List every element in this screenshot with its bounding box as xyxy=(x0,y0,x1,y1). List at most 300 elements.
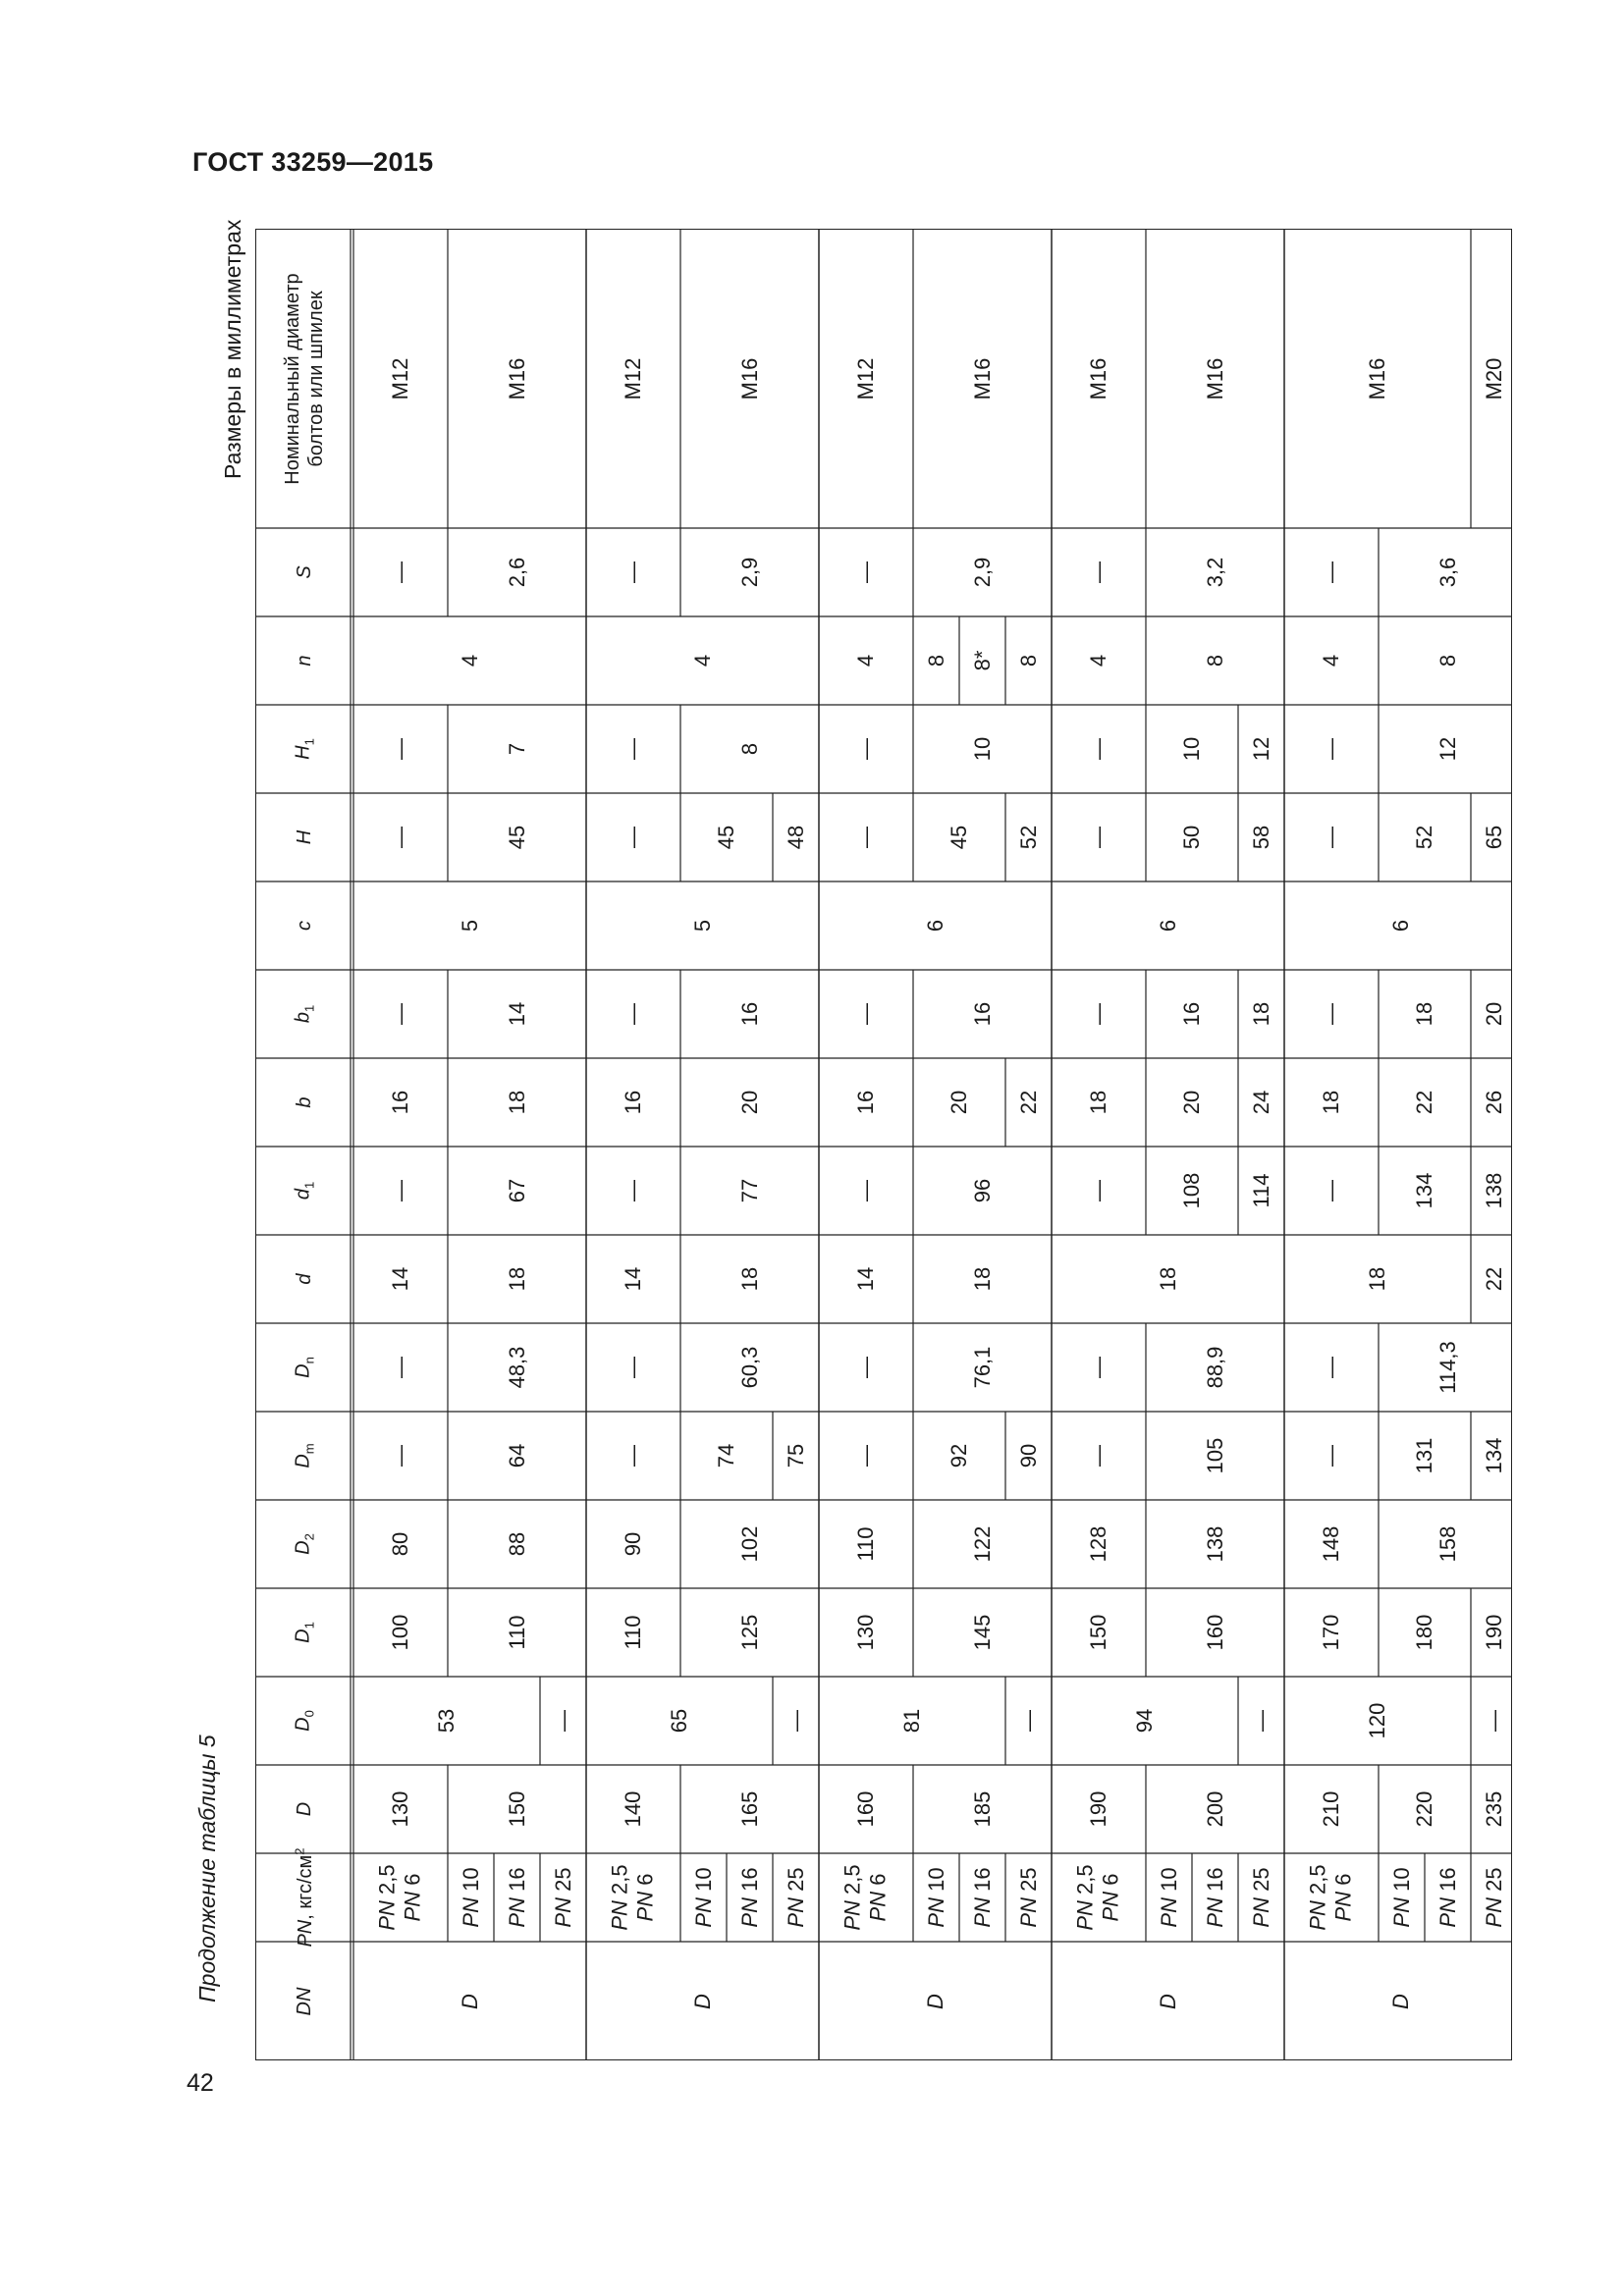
cell-value: 22 xyxy=(1481,1266,1506,1292)
cell-text xyxy=(853,357,879,400)
cell-text xyxy=(736,1091,762,1114)
cell-D xyxy=(586,1765,680,1853)
cell-value: 20 xyxy=(946,1090,971,1115)
cell-value: 90 xyxy=(620,1531,645,1557)
cell-value: PN 25 xyxy=(1481,1867,1506,1928)
header-label: $D_2$ xyxy=(292,1533,317,1555)
cell-value: 165 xyxy=(736,1790,762,1828)
cell-value: PN 16 xyxy=(736,1867,762,1928)
cell-pn xyxy=(773,1853,819,1942)
cell-value: 60,3 xyxy=(736,1346,762,1389)
cell-value: 180 xyxy=(1411,1614,1436,1651)
cell-text xyxy=(504,1267,529,1291)
header-d xyxy=(255,1235,353,1323)
cell-text xyxy=(1155,1267,1180,1291)
cell-text xyxy=(293,655,316,666)
cell-text xyxy=(736,1615,762,1651)
cell-b1 xyxy=(680,970,819,1058)
cell-text xyxy=(293,1096,316,1107)
cell-text xyxy=(292,1182,318,1200)
cell-text xyxy=(1319,1445,1344,1467)
cell-text xyxy=(689,655,715,667)
cell-value: PN 2,5 PN 6 xyxy=(374,1864,425,1931)
cell-value: 140 xyxy=(620,1790,645,1828)
cell-H xyxy=(1471,793,1517,881)
cell-text xyxy=(388,1615,413,1651)
cell-H xyxy=(1052,793,1146,881)
cell-value: — xyxy=(852,1357,878,1378)
cell-D0 xyxy=(1471,1677,1517,1765)
cell-value: — xyxy=(387,827,412,848)
cell-d1 xyxy=(819,1147,913,1235)
cell-H xyxy=(1284,793,1379,881)
cell-text xyxy=(504,826,529,849)
cell-pn xyxy=(913,1853,959,1942)
cell-text xyxy=(1412,1002,1437,1026)
cell-text xyxy=(621,827,646,848)
cell-text xyxy=(621,1003,646,1025)
cell-text xyxy=(969,357,995,400)
cell-value: 45 xyxy=(713,825,738,850)
cell-text xyxy=(504,357,529,400)
cell-b1 xyxy=(913,970,1052,1058)
cell-value: 18 xyxy=(969,1266,995,1292)
cell-H1 xyxy=(819,705,913,793)
cell-text xyxy=(783,1710,808,1732)
cell-bolt xyxy=(913,229,1052,528)
cell-text xyxy=(1015,1867,1041,1927)
cell-D0 xyxy=(1238,1677,1284,1765)
cell-value: — xyxy=(1318,561,1343,583)
cell-value: — xyxy=(387,738,412,760)
cell-text xyxy=(1086,738,1111,760)
cell-value: 20 xyxy=(1481,1001,1506,1027)
cell-b xyxy=(913,1058,1005,1147)
header-label: $D_m$ xyxy=(292,1443,317,1468)
cell-D0 xyxy=(773,1677,819,1765)
cell-text xyxy=(969,1526,995,1563)
cell-Dn xyxy=(353,1323,448,1412)
cell-text xyxy=(1435,737,1460,761)
cell-value: — xyxy=(852,1003,878,1025)
cell-D xyxy=(353,1765,448,1853)
cell-text xyxy=(1306,1864,1358,1930)
header-label: c xyxy=(294,921,315,931)
cell-value: 145 xyxy=(969,1614,995,1651)
cell-text xyxy=(292,1443,318,1468)
cell-text xyxy=(1319,1791,1344,1828)
cell-H xyxy=(586,793,680,881)
cell-text xyxy=(969,1179,995,1202)
cell-text xyxy=(736,1267,762,1291)
cell-value: 2,9 xyxy=(969,557,995,588)
cell-value: 18 xyxy=(1364,1266,1389,1292)
header-label: Номинальный диаметр болтов или шпилек xyxy=(282,272,327,485)
cell-value: 12 xyxy=(1248,736,1273,762)
cell-value: 22 xyxy=(1411,1090,1436,1115)
cell-d1 xyxy=(1238,1147,1284,1235)
cell-c xyxy=(586,881,819,970)
cell-c xyxy=(353,881,586,970)
cell-value: 8 xyxy=(1435,654,1460,667)
cell-value: 64 xyxy=(504,1443,529,1468)
cell-text xyxy=(853,1526,879,1561)
cell-value: 130 xyxy=(387,1790,412,1828)
cell-value: 10 xyxy=(969,736,995,762)
cell-value: 3,6 xyxy=(1435,557,1460,588)
cell-D0 xyxy=(353,1677,540,1765)
cell-text xyxy=(434,1709,460,1733)
cell-text xyxy=(853,1180,879,1201)
cell-text xyxy=(1086,1526,1111,1563)
header-label: $H_1$ xyxy=(292,738,317,760)
cell-d xyxy=(680,1235,819,1323)
cell-Dn xyxy=(819,1323,913,1412)
cell-text xyxy=(504,1002,529,1026)
cell-D2 xyxy=(1146,1500,1284,1588)
cell-text xyxy=(853,561,879,583)
cell-d1 xyxy=(1379,1147,1471,1235)
cell-value: 6 xyxy=(1155,919,1180,933)
cell-Dn xyxy=(680,1323,819,1412)
cell-value: — xyxy=(620,827,645,848)
cell-D2 xyxy=(448,1500,586,1588)
cell-text xyxy=(1435,655,1460,667)
cell-value: 131 xyxy=(1411,1437,1436,1474)
cell-value: — xyxy=(620,738,645,760)
cell-D xyxy=(1379,1765,1471,1853)
cell-text xyxy=(1086,1091,1111,1114)
cell-b xyxy=(448,1058,586,1147)
cell-text xyxy=(621,1615,646,1649)
cell-S xyxy=(448,528,586,616)
cell-value: — xyxy=(620,1003,645,1025)
cell-value: PN 16 xyxy=(1202,1867,1227,1928)
header-label: H xyxy=(294,829,315,845)
cell-H1 xyxy=(586,705,680,793)
cell-text xyxy=(1086,1445,1111,1467)
cell-value: — xyxy=(1318,1003,1343,1025)
cell-value: 114 xyxy=(1248,1173,1273,1208)
cell-value: PN 10 xyxy=(1156,1867,1181,1928)
cell-D1 xyxy=(819,1588,913,1677)
cell-Dm xyxy=(1146,1412,1284,1500)
cell-S xyxy=(586,528,680,616)
cell-value: 88,9 xyxy=(1202,1346,1227,1389)
cell-b1 xyxy=(1471,970,1517,1058)
cell-value: 235 xyxy=(1481,1790,1506,1828)
cell-value: 94 xyxy=(1131,1708,1157,1734)
dn-value: D xyxy=(457,1993,482,2009)
cell-value: — xyxy=(620,1357,645,1378)
cell-text xyxy=(1086,1615,1111,1651)
cell-pn xyxy=(1052,1853,1146,1942)
cell-value: M20 xyxy=(1481,357,1506,400)
cell-bolt xyxy=(680,229,819,528)
cell-text xyxy=(1319,561,1344,583)
cell-text xyxy=(1086,1003,1111,1025)
cell-D xyxy=(1471,1765,1517,1853)
cell-H xyxy=(773,793,819,881)
cell-Dm xyxy=(773,1412,819,1500)
cell-value: — xyxy=(387,1003,412,1025)
cell-text xyxy=(293,830,316,844)
header-label: PN, кгс/$см^2$ xyxy=(292,1847,316,1948)
cell-text xyxy=(969,1267,995,1291)
header-Dn xyxy=(255,1323,353,1412)
cell-text xyxy=(922,920,947,932)
cell-n xyxy=(959,616,1005,705)
cell-value: — xyxy=(1481,1710,1506,1732)
cell-value: 190 xyxy=(1481,1614,1506,1651)
cell-text xyxy=(1248,1867,1273,1927)
cell-text xyxy=(853,1791,879,1828)
cell-value: — xyxy=(1085,1003,1110,1025)
cell-b xyxy=(1052,1058,1146,1147)
cell-value: M12 xyxy=(387,357,412,400)
cell-text xyxy=(1481,1791,1506,1828)
cell-D1 xyxy=(586,1588,680,1677)
cell-text xyxy=(504,1867,529,1927)
cell-text xyxy=(667,1709,692,1733)
cell-H1 xyxy=(448,705,586,793)
cell-value: — xyxy=(1085,738,1110,760)
cell-value: — xyxy=(1318,738,1343,760)
cell-D xyxy=(819,1765,913,1853)
cell-value: 134 xyxy=(1411,1172,1436,1209)
cell-value: 2,6 xyxy=(504,557,529,588)
cell-pn xyxy=(1192,1853,1238,1942)
cell-text xyxy=(853,827,879,848)
header-H1 xyxy=(255,705,353,793)
cell-value: PN 25 xyxy=(1015,1867,1041,1928)
cell-text xyxy=(1179,826,1205,849)
cell-b xyxy=(1379,1058,1471,1147)
cell-text xyxy=(621,1357,646,1378)
cell-value: 18 xyxy=(1411,1001,1436,1027)
cell-n xyxy=(353,616,586,705)
cell-d xyxy=(1284,1235,1471,1323)
cell-value: 210 xyxy=(1318,1790,1343,1828)
cell-value: M16 xyxy=(1364,357,1389,400)
cell-text xyxy=(736,558,762,588)
cell-c xyxy=(1052,881,1284,970)
cell-Dn xyxy=(1146,1323,1284,1412)
cell-value: 76,1 xyxy=(969,1346,995,1389)
cell-bolt xyxy=(353,229,448,528)
cell-value: PN 2,5 PN 6 xyxy=(1072,1864,1123,1931)
cell-H1 xyxy=(913,705,1052,793)
cell-b xyxy=(1005,1058,1052,1147)
cell-value: — xyxy=(852,827,878,848)
cell-value: 48,3 xyxy=(504,1346,529,1389)
cell-d xyxy=(586,1235,680,1323)
cell-value: M16 xyxy=(1085,357,1110,400)
cell-text xyxy=(504,1179,529,1202)
cell-text xyxy=(969,1791,995,1828)
header-label: d xyxy=(294,1273,315,1285)
cell-text xyxy=(1202,655,1227,667)
cell-b xyxy=(1471,1058,1517,1147)
cell-text xyxy=(550,1867,575,1927)
header-d1 xyxy=(255,1147,353,1235)
cell-value: — xyxy=(1318,1445,1343,1467)
cell-text xyxy=(621,1091,646,1114)
cell-D2 xyxy=(1052,1500,1146,1588)
cell-text xyxy=(1015,1444,1041,1468)
cell-text xyxy=(853,1357,879,1378)
cell-value: 14 xyxy=(620,1266,645,1292)
cell-value: PN 2,5 PN 6 xyxy=(607,1864,658,1931)
cell-b1 xyxy=(353,970,448,1058)
cell-text xyxy=(621,1180,646,1201)
cell-value: PN 16 xyxy=(969,1867,995,1928)
cell-value: 24 xyxy=(1248,1090,1273,1115)
cell-text xyxy=(714,1444,739,1468)
cell-text xyxy=(292,1622,318,1643)
cell-value: 8 xyxy=(736,742,762,756)
cell-value: 100 xyxy=(387,1614,412,1651)
cell-H xyxy=(1238,793,1284,881)
header-c xyxy=(255,881,353,970)
cell-text xyxy=(1179,1173,1205,1209)
cell-text xyxy=(1388,1867,1414,1927)
cell-text xyxy=(292,1533,318,1555)
cell-text xyxy=(504,1615,529,1649)
cell-text xyxy=(621,561,646,583)
cell-Dn xyxy=(448,1323,586,1412)
cell-text xyxy=(293,1987,316,2015)
cell-text xyxy=(1155,1994,1180,2009)
cell-text xyxy=(689,920,715,932)
cell-value: 4 xyxy=(457,654,482,667)
cell-value: 138 xyxy=(1481,1172,1506,1209)
cell-value: — xyxy=(1085,1180,1110,1201)
cell-Dm xyxy=(1379,1412,1471,1500)
cell-value: 16 xyxy=(852,1090,878,1115)
cell-d1 xyxy=(680,1147,819,1235)
cell-b1 xyxy=(1146,970,1238,1058)
cell-value: — xyxy=(1085,827,1110,848)
cell-text xyxy=(621,1267,646,1291)
cell-text xyxy=(457,920,482,932)
cell-d xyxy=(1052,1235,1284,1323)
page-number: 42 xyxy=(187,2069,214,2097)
cell-Dm xyxy=(448,1412,586,1500)
cell-text xyxy=(1412,1173,1437,1209)
header-b xyxy=(255,1058,353,1147)
cell-text xyxy=(504,1791,529,1828)
cell-text xyxy=(853,1091,879,1114)
cell-value: — xyxy=(852,561,878,583)
cell-text xyxy=(853,1267,879,1291)
cell-Dm xyxy=(1471,1412,1517,1500)
cell-text xyxy=(1387,1994,1413,2009)
cell-D2 xyxy=(1284,1500,1379,1588)
cell-value: 67 xyxy=(504,1178,529,1203)
cell-value: 4 xyxy=(852,654,878,667)
header-D0 xyxy=(255,1677,353,1765)
cell-value: 92 xyxy=(946,1443,971,1468)
cell-text xyxy=(969,1347,995,1389)
cell-D2 xyxy=(680,1500,819,1588)
cell-value: PN 2,5 PN 6 xyxy=(1305,1864,1356,1931)
cell-value: 20 xyxy=(736,1090,762,1115)
cell-text xyxy=(969,1867,995,1927)
cell-value: 8* xyxy=(969,650,995,671)
cell-value: 53 xyxy=(433,1708,459,1734)
cell-value: M16 xyxy=(736,357,762,400)
cell-pn xyxy=(819,1853,913,1942)
cell-value: 16 xyxy=(620,1090,645,1115)
header-D1 xyxy=(255,1588,353,1677)
cell-H xyxy=(1379,793,1471,881)
cell-text xyxy=(1412,1791,1437,1828)
cell-text xyxy=(1412,1615,1437,1651)
cell-text xyxy=(388,1532,413,1556)
cell-value: 150 xyxy=(1085,1614,1110,1651)
cell-b xyxy=(353,1058,448,1147)
cell-value: 22 xyxy=(1015,1090,1041,1115)
cell-bolt xyxy=(819,229,913,528)
cell-text xyxy=(1155,920,1180,932)
cell-value: 52 xyxy=(1411,825,1436,850)
header-bolt xyxy=(255,229,353,528)
cell-text xyxy=(736,1179,762,1202)
cell-D2 xyxy=(819,1500,913,1588)
cell-text xyxy=(621,1532,646,1556)
cell-Dm xyxy=(1284,1412,1379,1500)
cell-value: 114,3 xyxy=(1435,1341,1460,1394)
cell-S xyxy=(913,528,1052,616)
cell-value: 65 xyxy=(1481,825,1506,850)
cell-text xyxy=(457,655,482,667)
cell-value: M12 xyxy=(620,357,645,400)
cell-text xyxy=(1319,1003,1344,1025)
cell-dn xyxy=(819,1942,1052,2060)
cell-text xyxy=(969,737,995,761)
cell-text xyxy=(1156,1867,1181,1927)
cell-bolt xyxy=(1052,229,1146,528)
cell-D2 xyxy=(586,1500,680,1588)
cell-D xyxy=(1284,1765,1379,1853)
cell-value: 18 xyxy=(504,1090,529,1115)
cell-pn xyxy=(727,1853,773,1942)
cell-value: PN 25 xyxy=(1248,1867,1273,1928)
cell-d1 xyxy=(1284,1147,1379,1235)
cell-text xyxy=(1015,826,1041,849)
cell-value: 52 xyxy=(1015,825,1041,850)
cell-text xyxy=(736,1347,762,1389)
cell-pn xyxy=(540,1853,586,1942)
cell-text xyxy=(1319,738,1344,760)
header-n xyxy=(255,616,353,705)
cell-text xyxy=(969,1615,995,1651)
cell-text xyxy=(1248,1002,1273,1026)
cell-text xyxy=(1248,1710,1273,1732)
cell-S xyxy=(1284,528,1379,616)
cell-text xyxy=(1481,1173,1506,1209)
cell-value: 8 xyxy=(1015,654,1041,667)
cell-text xyxy=(293,1802,316,1816)
header-label: b xyxy=(294,1096,315,1108)
cell-value: PN 10 xyxy=(1388,1867,1414,1928)
cell-text xyxy=(550,1710,575,1732)
cell-H1 xyxy=(353,705,448,793)
cell-value: 4 xyxy=(689,654,715,667)
cell-d1 xyxy=(586,1147,680,1235)
cell-Dm xyxy=(1005,1412,1052,1500)
